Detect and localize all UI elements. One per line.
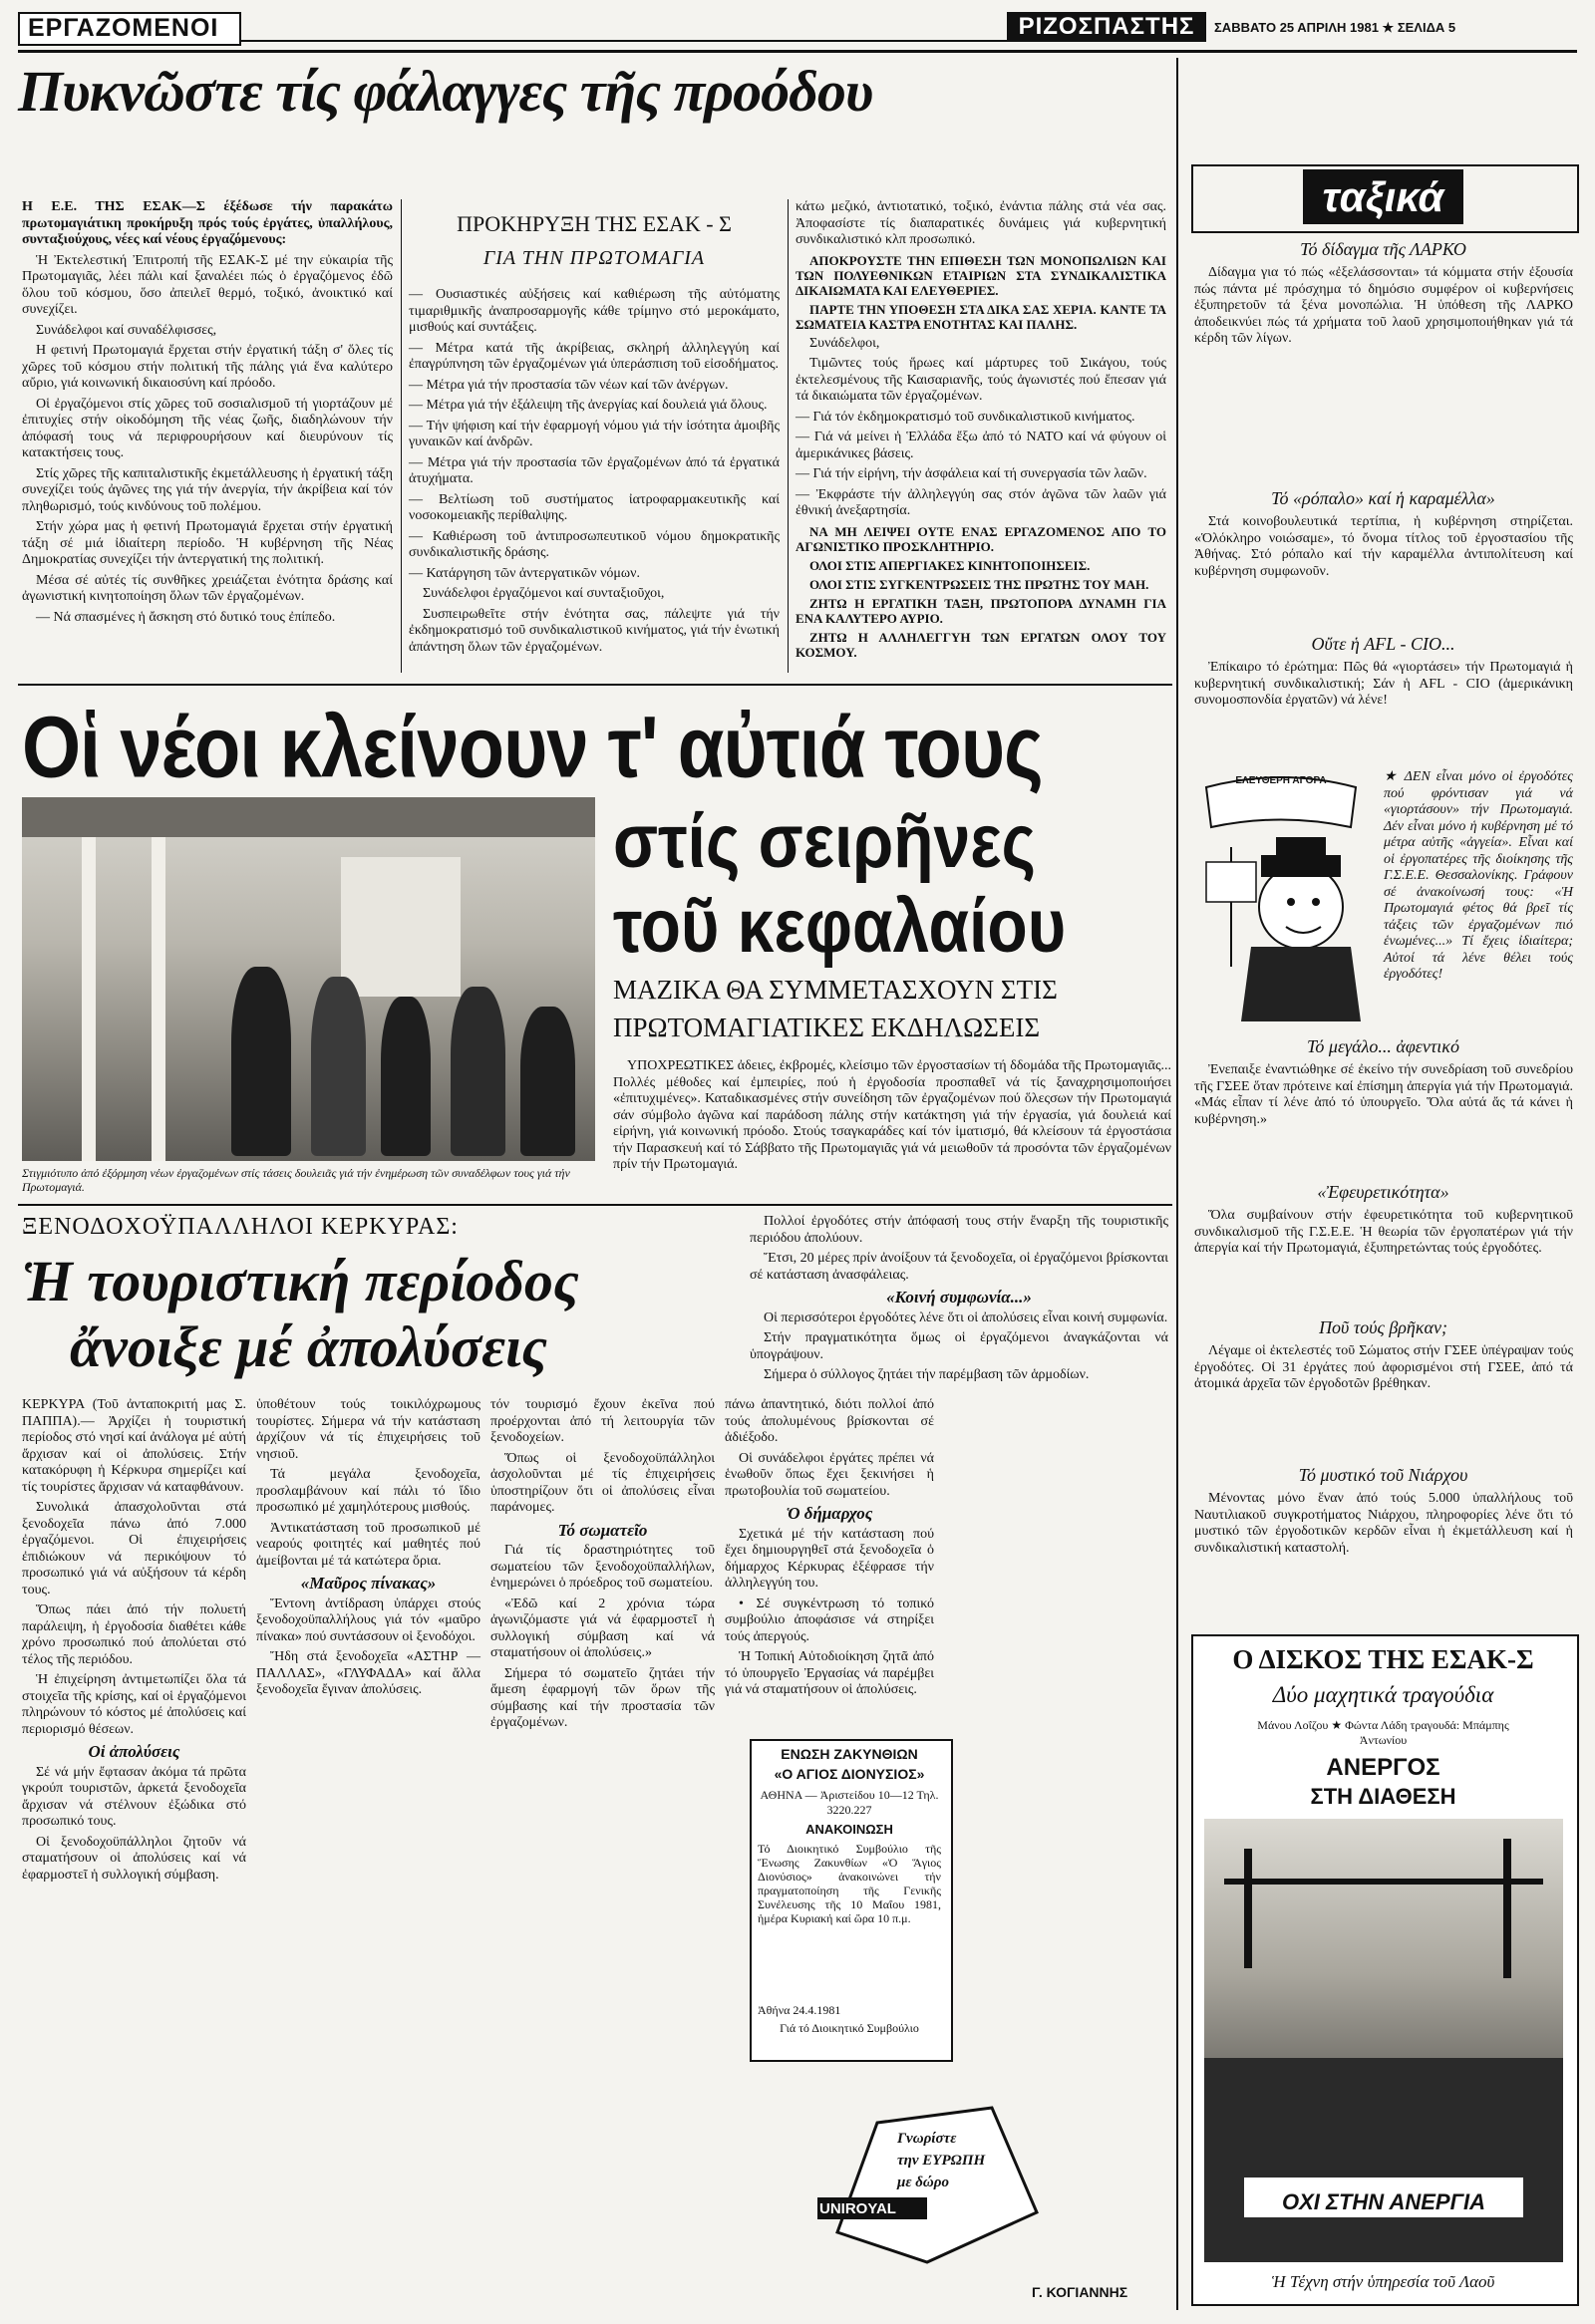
disc-song: ΑΝΕΡΓΟΣ (1326, 1754, 1440, 1781)
youth-subhead-1: ΜΑΖΙΚΑ ΘΑ ΣΥΜΜΕΤΑΣΧΟΥΝ ΣΤΙΣ (613, 975, 1058, 1005)
demand-item: — Βελτίωση τοῦ συστήματος ἰατροφαρμακευτικῆς καί νοσοκομειακῆς περίθαλψης. (409, 491, 780, 523)
corfu-paragraph: «Ἐδῶ καί 2 χρόνια τώρα ἀγωνιζόμαστε γιά νά ἐφαρμοστεῖ ἡ συλλογική σύμβαση καί νά σταματήσουν οἱ ἀπολύσεις.» (490, 1596, 715, 1660)
lead-paragraph: — Ἐκφράστε τήν ἀλληλεγγύη σας στόν ἀγῶνα τῶν λαῶν γιά ἐθνική ἀνεξαρτησία. (796, 486, 1166, 518)
found-title: Ποῦ τούς βρῆκαν; (1319, 1317, 1447, 1337)
demand-item: — Καθιέρωση τοῦ ἀντιπροσωπευτικοῦ νόμου δημοκρατικῆς συνδικαλιστικῆς δράσης. (409, 528, 780, 560)
youth-paragraph: ΥΠΟΧΡΕΩΤΙΚΕΣ ἀδειες, ἐκβρομές, κλείσιμο τῶν ἐργοστασίων τή δδομάδα τῆς Πρωτομαγιᾶς... Πολλές μέθοδες καί ἐμπειρίες, πού ἡ ἐργοδοσία προσπαθεῖ νά τίς ξαναχρησιμοποιήσει «ἐπιτυχιμένες». Καταδικασμένες στήν συνείδηση τῶν ἐργαζομένων πού ὅλεςσων τήν Πρωτομαγιά σάν σύμβολο ἀγῶνα καί παράδοση πάλης στήν κατάκτηση γιά τήν ἐργασία, γιά δουλειά καί εἰρήνη, γιά κοινωνική πρόοδο. Στούς τσαγκαράδες καί τόν ἱματισμό, θά κλείσουν τά ἐργοστάσια τήν Παρασκευή καί τό Σάββατο τῆς Πρωτομαγιᾶς γιά νά μειωθοῦν τά προσόντα τῶν ἐργαζομένων πρίν τήν Πρωτομαγιά. (613, 1058, 1171, 1172)
notice-body: Τό Διοικητικό Συμβούλιο τῆς Ἕνωσης Ζακυνθίων «Ὁ Ἅγιος Διονύσιος» ἀνακοινώνει τήν πραγματοποίηση τῆς Γενικῆς Συνέλευσης τῆς 10 Μαΐου 1981, ἡμέρα Κυριακή καί ὥρα 10 π.μ. (758, 1842, 941, 1925)
disc-subtitle: Δύο μαχητικά τραγούδια (1272, 1682, 1494, 1707)
lead-paragraph: — Γιά τήν εἰρήνη, τήν ἀσφάλεια καί τή συνεργασία τῶν λαῶν. (796, 466, 1147, 481)
demand-item: — Ουσιαστικές αὐξήσεις καί καθιέρωση τῆς αὐτόματης τιμαριθμικῆς ἀναπροσαρμογῆς κάθε τρίμηνο στό μεροκάματο, μισθούς καί συντάξεις. (409, 287, 780, 335)
corfu-kicker: ΞΕΝΟΔΟΧΟΫΠΑΛΛΗΛΟΙ ΚΕΡΚΥΡΑΣ: (22, 1214, 459, 1240)
lead-paragraph: Οἱ ἐργαζόμενοι στίς χῶρες τοῦ σοσιαλισμοῦ τή γιορτάζουν μέ ἐπιτυχίες στήν οἰκοδόμηση τῆς νέας ζωῆς, διαδηλώνουν τήν ἀπόφασή τους νά περιφρουρήσουν καί διευρύνουν τίς κατακτήσεις τους. (22, 396, 393, 460)
notice-title-2: «Ο ΑΓΙΟΣ ΔΙΟΝΥΣΙΟΣ» (774, 1766, 925, 1782)
demand-item: — Μέτρα γιά τήν προστασία τῶν ἐργαζομένων ἀπό τά ἐργατικά ἀτυχήματα. (409, 454, 780, 486)
corfu-paragraph: Τά μεγάλα ξενοδοχεῖα, προσλαμβάνουν καί πάλι τό ἴδιο προσωπικό μέ χαμηλότερους μισθούς. (256, 1467, 480, 1515)
corfu-column-2 (256, 1397, 480, 2304)
invent-paragraph: Ὅλα συμβαίνουν στήν ἐφευρετικότητα τοῦ κυβερνητικοῦ συνδικαλισμοῦ τῆς Γ.Σ.Ε.Ε. Ἡ θεωρία τῶν ἐργοπατέρων γιά τήν ἀπεργία καί τήν Πρωτομαγιά, ἐξυπηρετώντας τούς ἐργοδότες. (1194, 1208, 1573, 1256)
lead-paragraph: κάτω μεζικό, ἀντιοτατικό, τοξικό, ἐνάντια πάλης στά νέα σας. Ἀποφασίστε τίς διαπαρατικές δυνάμεις γιά κυβερνητική συνδικαλιστικό κλπ προσωπικό. (796, 199, 1166, 247)
demand-item: — Τήν ψήφιση καί τήν ἐφαρμογή νόμου γιά τήν ἰσότητα ἀμοιβῆς γυναικῶν καί ἀνδρῶν. (409, 418, 780, 449)
notice-kind: ΑΝΑΚΟΙΝΩΣΗ (805, 1822, 893, 1837)
proclamation-subtitle: ΓΙΑ ΤΗΝ ΠΡΩΤΟΜΑΓΙΑ (482, 247, 706, 269)
invent-body (1194, 1208, 1573, 1307)
photo-caption: Στιγμιότυπο ἀπό ἐξόρμηση νέων ἐργαζομένων στίς τάσεις δουλειᾶς γιά τήν ἐνημέρωση τῶν συναδέλφων τους γιά τήν Πρωτομαγιά. (22, 1166, 570, 1194)
corfu-column-1 (22, 1397, 246, 2304)
paper-name: ΡΙΖΟΣΠΑΣΤΗΣ (1007, 12, 1206, 42)
lead-headline: Πυκνῶστε τίς φάλαγγες τῆς προόδου (18, 59, 873, 124)
disc-credits: Μάνου Λοΐζου ★ Φώντα Λάδη τραγουδά: Μπάμπης Ἀντωνίου (1257, 1718, 1509, 1747)
afl-body (1194, 660, 1573, 759)
corfu-headline-1: Ἡ τουριστική περίοδος (22, 1249, 579, 1313)
lead-paragraph: Η φετινή Πρωτομαγιά ἔρχεται στήν ἐργατική τάξη σ' ὅλες τίς χῶρες τοῦ κόσμου στήν πολιτική τῆς πάλης γιά ἕνα καλύτερο αὔριο, γιά κοινωνική δικαιοσύνη καί πρόοδο. (22, 343, 393, 391)
invent-title: «Ἐφευρετικότητα» (1317, 1182, 1449, 1202)
corfu-column-5 (750, 1214, 1168, 1732)
slogan: ΑΠΟΚΡΟΥΣΤΕ ΤΗΝ ΕΠΙΘΕΣΗ ΤΩΝ ΜΟΝΟΠΩΛΙΩΝ ΚΑΙ ΤΩΝ ΠΟΛΥΕΘΝΙΚΩΝ ΕΤΑΙΡΙΩΝ ΣΤΑ ΣΥΝΔΙΚΑΛΙΣΤΙΚΑ ΔΙΚΑΙΩΜΑΤΑ ΚΑΙ ΕΛΕΥΘΕΡΙΕΣ. (796, 252, 1166, 298)
demand-item: — Κατάργηση τῶν ἀντεργατικῶν νόμων. (409, 565, 640, 581)
corfu-paragraph: ὑποθέτουν τούς τοικιλόχρωμους τουρίστες. Σήμερα νά τήν κατάσταση ἀρχίζουν νά τίς ἐπιχειρήσεις τοῦ νησιοῦ. (256, 1397, 480, 1462)
rope-title: Τό «ρόπαλο» καί ἡ καραμέλλα» (1271, 488, 1495, 508)
section-rule (18, 1204, 1172, 1206)
notice-date: Ἀθήνα 24.4.1981 (758, 2003, 841, 2017)
taxika-logo-text: ταξικά (1303, 169, 1464, 224)
corfu-paragraph: Στήν πραγματικότητα ὅμως οἱ ἐργαζόμενοι ἀναγκάζονται νά ὑπογράψουν. (750, 1330, 1168, 1362)
lead-paragraph: Τιμῶντες τούς ἥρωες καί μάρτυρες τοῦ Σικάγου, τούς ἐκτελεσμένους τῆς Καισαριανῆς, τούς ἀγωνιστές πού ἔπεσαν γιά τά δικαιώματα τῶν ἐργαζομένων. (796, 356, 1166, 404)
lead-paragraph: — Γιά τόν ἐκδημοκρατισμό τοῦ συνδικαλιστικοῦ κινήματος. (796, 409, 1135, 425)
uniroyal-line-3: με δώρο (897, 2175, 950, 2190)
corfu-paragraph: Σήμερα τό σωματεῖο ζητάει τήν ἄμεση ἐφαρμογή τῶν ὅρων τῆς σύμβασης καί τήν προστασία τῶν ἐργαζομένων. (490, 1665, 715, 1730)
corfu-paragraph: Ἡ Τοπική Αὐτοδιοίκηση ζητᾶ ἀπό τό ὑπουργεῖο Ἐργασίας νά παρέμβει γιά νά σταματήσουν οἱ ἀπολύσεις. (725, 1649, 934, 1697)
disc-availability: ΣΤΗ ΔΙΑΘΕΣΗ (1310, 1784, 1456, 1809)
uniroyal-line-1: Γνωρίστε (897, 2131, 957, 2147)
lead-paragraph: Συσπειρωθεῖτε στήν ἑνότητα σας, πάλεψτε γιά τήν ἐκδημοκρατισμό τοῦ συνδικαλιστικοῦ κινήματος, γιά τήν ἑνωτική ἀπάντηση ὅλων τῶν ἐργαζομένων. (409, 606, 780, 655)
corfu-paragraph: Ἡ ἐπιχείρηση ἀντιμετωπίζει ὅλα τά στοιχεῖα τῆς κρίσης, καί οἱ ἐργαζόμενοι πληρώνουν τό κόστος μέ ἀπολύσεις καί περιορισμό θέσεων. (22, 1672, 246, 1737)
found-body (1194, 1343, 1573, 1453)
masthead-bottom-rule (18, 50, 1577, 53)
youth-headline-1: Οἱ νέοι κλείνουν τ' αὐτιά τους (22, 699, 1043, 796)
corfu-subhead: Τό σωματεῖο (557, 1520, 648, 1540)
section-title: ΕΡΓΑΖΟΜΕΝΟΙ (28, 14, 219, 42)
lead-paragraph: Στήν χώρα μας ἡ φετινή Πρωτομαγιά ἔρχεται στήν ἐργατική τάξη σέ μιά ἰδιαίτερη περίοδο. Ἡ κυβέρνηση τῆς Νέας Δημοκρατίας συνεχίζει τήν ἀντεργατική της πολιτική. (22, 519, 393, 567)
big-boss-body (1194, 1062, 1573, 1172)
disc-caption: Ἡ Τέχνη στήν ὑπηρεσία τοῦ Λαοῦ (1271, 2272, 1495, 2291)
slogan: ΖΗΤΩ Η ΑΛΛΗΛΕΓΓΥΗ ΤΩΝ ΕΡΓΑΤΩΝ ΟΛΟΥ ΤΟΥ ΚΟΣΜΟΥ. (796, 629, 1166, 660)
corfu-paragraph: Ἤδη στά ξενοδοχεῖα «ΑΣΤΗΡ — ΠΑΛΛΑΣ», «ΓΛΥΦΑΔΑ» καί ἄλλα ξενοδοχεῖα ἔγιναν ἀπολύσεις. (256, 1649, 480, 1697)
corfu-paragraph: Συνολικά ἀπασχολοῦνται στά ξενοδοχεῖα πάνω ἀπό 7.000 ἐργαζόμενοι. Οἱ ἐπιχειρήσεις ἐπιδιώκουν νά περικόψουν τό προσωπικό γιά νά αὐξήσουν τά κέρδη τους. (22, 1500, 246, 1598)
issue-date: ΣΑΒΒΑΤΟ 25 ΑΠΡΙΛΗ 1981 ★ ΣΕΛΙΔΑ 5 (1214, 20, 1456, 35)
lead-paragraph: Συνάδελφοι, (809, 335, 880, 351)
niarchos-title: Τό μυστικό τοῦ Νιάρχου (1298, 1465, 1468, 1485)
slogan: ΟΛΟΙ ΣΤΙΣ ΑΠΕΡΓΙΑΚΕΣ ΚΙΝΗΤΟΠΟΙΗΣΕΙΣ. (809, 557, 1091, 573)
corfu-paragraph: Οἱ ξενοδοχοϋπάλληλοι ζητοῦν νά σταματήσουν οἱ ἀπολύσεις καί νά ἐφαρμοστεῖ ἡ συλλογική σύμβαση. (22, 1834, 246, 1883)
youth-subhead-2: ΠΡΩΤΟΜΑΓΙΑΤΙΚΕΣ ΕΚΔΗΛΩΣΕΙΣ (613, 1013, 1041, 1042)
cartoon-sign: ΕΛΕΥΘΕΡΗ ΑΓΟΡΑ (1235, 775, 1327, 786)
lead-paragraph: — Νά σπασμένες ἡ ἄσκηση στό δυτικό τους ἐπίπεδο. (36, 609, 336, 625)
column-rule (401, 199, 402, 673)
proclamation-title: ΠΡΟΚΗΡΥΞΗ ΤΗΣ ΕΣΑΚ - Σ (457, 211, 732, 236)
corfu-paragraph: ΚΕΡΚΥΡΑ (Τοῦ ἀνταποκριτή μας Σ. ΠΑΠΠΑ).— Ἀρχίζει ἡ τουριστική περίοδος στό νησί καί ἀνάλογα μέ αὐτή ἄρχισαν καί οἱ ἀπολύσεις. Στήν κατακόρυφη ἡ Κέρκυρα σημερίζει καί τίς τουρίστες ἄρχισαν νά καταφθάνουν. (22, 1397, 246, 1495)
afl-title: Οὔτε ἡ AFL - CIO... (1311, 634, 1455, 654)
lead-paragraph: Ἡ Ἐκτελεστική Ἐπιτροπή τῆς ΕΣΑΚ-Σ μέ την εὐκαιρία τῆς Πρωτομαγιᾶς, λέει πάλι καί ξαναλέει πώς ὁ ἐργαζόμενος ἐδῶ ὅλου τοῦ κόσμου, ὅσο ἀπειλεῖ θερμό, τοξικό, ἀνοικτικό καί συνεχίζει. (22, 252, 393, 317)
corfu-paragraph: Ἔτσι, 20 μέρες πρίν ἀνοίξουν τά ξενοδοχεῖα, οἱ ἐργαζόμενοι βρίσκονται σέ κατάσταση ἀνασφάλειας. (750, 1251, 1168, 1283)
larko-paragraph: Δίδαγμα για τό πώς «ἐξελάσσονται» τά κόμματα στήν ἐξουσία πώς πάντα μέ πρόσχημα τό δημόσιο συμφέρον οἱ κυβερνήσεις ἐξυπηρετοῦν τά ξένα μονοπώλια. Ἡ ὑπόθεση τῆς ΛΑΡΚΟ ἀποδεικνύει πώς τά χρήματα τοῦ λαοῦ χρησιμοποιήθηκαν γιά τά κέρδη τῶν λίγων. (1194, 265, 1573, 346)
corfu-subhead: «Κοινή συμφωνία...» (886, 1288, 1032, 1307)
rope-paragraph: Στά κοινοβουλευτικά τερτίπια, ἡ κυβέρνηση στηρίζεται. «Ὁλόκληρο νοιώσαμε», τό ὄνομα τίτλος τοῦ ἐργοστασίου τῆς Ἀθήνας. Στό ρόπαλο καί τήν καραμέλλα ἀντιπολίτευση καί κυβέρνηση συμφωνοῦν. (1194, 514, 1573, 579)
afl-paragraph: Ἐπίκαιρο τό ἐρώτημα: Πῶς θά «γιορτάσει» τήν Πρωτομαγιά ἡ κυβερνητική συνδικαλιστική; Σάν ἡ AFL - CIO (ἀμερικάνικη συνομοσπονδία ἐργατῶν) νά λένε! (1194, 660, 1573, 708)
cartoon (1191, 767, 1376, 1026)
taxika-logo (1196, 169, 1570, 224)
corfu-paragraph: Ἔντονη ἀντίδραση ὑπάρχει στούς ξενοδοχοϋπαλλήλους γιά τόν «μαῦρο πίνακα» πού συντάσσουν οἱ ξενοδόχοι. (256, 1596, 480, 1644)
corfu-subhead: «Μαῦρος πίνακας» (300, 1574, 437, 1593)
found-paragraph: Λέγαμε οἱ ἐκτελεστές τοῦ Σώματος στήν ΓΣΕΕ ὑπέγραψαν τούς ἐργοδότες. Οἱ 31 ἐργάτες πού ἀφορισμένοι στή ΓΣΕΕ, ἀπό τά ἀτομικά ἀρχεῖα τῶν ἐργοδοτῶν βρέθηκαν. (1194, 1343, 1573, 1391)
uniroyal-line-2: την ΕΥΡΩΠΗ (897, 2153, 986, 2169)
corfu-paragraph: Οἱ συνάδελφοι ἐργάτες πρέπει νά ἑνωθοῦν ὅπως ἔχει ξεκινήσει ἡ πρωτοβουλία τοῦ σωματείου. (725, 1450, 934, 1499)
larko-title: Τό δίδαγμα τῆς ΛΑΡΚΟ (1300, 239, 1466, 259)
corfu-paragraph: Ἀντικατάσταση τοῦ προσωπικοῦ μέ νεαρούς φοιτητές καί μαθητές πού ἀμείβονται μέ τά κατώτερα ὅρια. (256, 1520, 480, 1569)
notice-signature: Γιά τό Διοικητικό Συμβούλιο (780, 2021, 919, 2035)
lead-paragraph: Μέσα σέ αὐτές τίς συνθῆκες χρειάζεται ἑνότητα δράσης καί ἀγωνιστική κινητοποίηση ὅλων τῶν ἐργαζομένων. (22, 572, 393, 604)
lead-intro: Η Ε.Ε. ΤΗΣ ΕΣΑΚ—Σ έξέδωσε τήν παρακάτω πρωτομαγιάτικη προκήρυξη πρός τούς ἐργάτες, ὑπαλλήλους, συνταξιούχους, νέες καί νέους ἐργαζόμενους: (22, 199, 393, 247)
lead-paragraph: — Γιά νά μείνει ἡ Ἑλλάδα ἔξω ἀπό τό ΝΑΤΟ καί νά φύγουν οἱ ἀμερικάνικες βάσεις. (796, 430, 1166, 461)
corfu-paragraph: πάνω ἀπαντητικό, διότι πολλοί ἀπό τούς ἀπολυμένους βρίσκονται σέ ἀδιέξοδο. (725, 1397, 934, 1445)
youth-photo (22, 797, 595, 1161)
niarchos-body (1194, 1491, 1573, 1620)
slogan: ΟΛΟΙ ΣΤΙΣ ΣΥΓΚΕΝΤΡΩΣΕΙΣ ΤΗΣ ΠΡΩΤΗΣ ΤΟΥ ΜΑΗ. (809, 576, 1149, 592)
corfu-paragraph: Ὅπως πάει ἀπό τήν πολυετή παράλειψη, ἡ ἐργοδοσία διαθέτει κάθε χρόνο προσωπικό πού ἀπολύεται στό τέλος τῆς περιόδου. (22, 1602, 246, 1667)
corfu-paragraph: Οἱ περισσότεροι ἐργοδότες λένε ὅτι οἱ ἀπολύσεις εἶναι κοινή συμφωνία. (764, 1309, 1168, 1325)
masthead-rule (239, 40, 1017, 42)
youth-headline-2: στίς σειρῆνες (613, 798, 1036, 884)
section-rule (18, 684, 1172, 686)
corfu-paragraph: Σέ νά μήν ἔφτασαν ἀκόμα τά πρῶτα γκρούπ τουριστῶν, ἀρκετά ξενοδοχεῖα ἄρχισαν νά στέλνουν ἐξώδικα στό προσωπικό τους. (22, 1764, 246, 1829)
corfu-paragraph: Γιά τίς δραστηριότητες τοῦ σωματείου τῶν ξενοδοχοϋπαλλήλων, ἐνημερώνει ὁ πρόεδρος τοῦ σωματείου. (490, 1543, 715, 1591)
corfu-subhead: Ὁ δήμαρχος (786, 1504, 873, 1523)
lead-column-2 (409, 287, 780, 676)
notice-title-1: ΕΝΩΣΗ ΖΑΚΥΝΘΙΩΝ (781, 1746, 918, 1762)
corfu-paragraph: Σχετικά μέ τήν κατάσταση πού ἔχει δημιουργηθεῖ στά ξενοδοχεῖα ὁ δήμαρχος Κέρκυρας ἐξέφρασε τήν ἀλληλεγγύη του. (725, 1526, 934, 1591)
lead-paragraph: Συνάδελφοι καί συναδέλφισσες, (36, 322, 217, 338)
big-boss-paragraph: Ἐνεπαιξε ἐναντιώθηκε σέ ἐκείνο τήν συνεδρίαση τοῦ συνεδρίου τῆς ΓΣΕΕ ὅταν πρότεινε καί ἐπίσημη ἀπεργία γιά τήν Πρωτομαγιά. «Μάς εἶπαν τί λένε ἀπό τό ὑπουργεῖο. Ὅλα αὐτά ἄς τά κάνει ἡ κυβέρνηση.» (1194, 1062, 1573, 1127)
corfu-paragraph: Σήμερα ὁ σύλλογος ζητάει τήν παρέμβαση τῶν ἁρμοδίων. (764, 1367, 1090, 1382)
disc-banner: ΟΧΙ ΣΤΗΝ ΑΝΕΡΓΙΑ (1281, 2189, 1486, 2214)
corfu-paragraph: Ὅπως οἱ ξενοδοχοϋπάλληλοι ἀσχολοῦνται μέ τίς ἐπιχειρήσεις ὑποστηρίζουν ὅτι οἱ ἀπολύσεις εἶναι παράνομες. (490, 1450, 715, 1515)
corfu-column-3 (490, 1397, 715, 2304)
lead-paragraph: Στίς χῶρες τῆς καπιταλιστικῆς ἐκμετάλλευσης ἡ ἐργατική τάξη συνεχίζει τούς ἀγῶνες της γιά τήν ἀνεργία, τήν ἀκρίβεια καί τόν πληθωρισμό, τούς κινδύνους τοῦ πολέμου. (22, 465, 393, 514)
lead-column-3 (796, 199, 1166, 676)
demand-item: — Μέτρα γιά τήν ἐξάλειψη τῆς ἀνεργίας καί δουλειά γιά ὅλους. (409, 398, 768, 413)
corfu-paragraph: τόν τουρισμό ἔχουν ἐκεῖνα πού προέρχονται ἀπό τή λειτουργία τῶν ξενοδοχείων. (490, 1397, 715, 1445)
cartoon-paragraph: ★ ΔΕΝ εἶναι μόνο οἱ ἐργοδότες πού φρόντισαν γιά νά «γιορτάσουν» τήν Πρωτομαγιά. Δέν εἶναι μόνο ἡ κυβέρνηση μέ τό μέτρα αὐτῆς «ἀγγεία». Εἶναι καί οἱ ἐργοπατέρες τῆς διοίκησης τῆς Γ.Σ.Ε.Ε. Θεσσαλονίκης. Γράφουν σέ ἀνακοίνωσή τους: «Ἡ Πρωτομαγιά φέτος θά βρεῖ τίς τάξεις τῶν ἐργαζομένων πιό ἑνωμένες...» Τί ἔχεις ἰδιαίτερα; Αὐτοί τά λένε θέλει τούς ἐργοδότες! (1384, 769, 1573, 982)
corfu-paragraph: Πολλοί ἐργοδότες στήν ἀπόφασή τους στήν ἔναρξη τῆς τουριστικῆς περιόδου ἀπολύουν. (750, 1214, 1168, 1246)
lead-paragraph: Συνάδελφοι ἐργαζόμενοι καί συνταξιοῦχοι, (423, 586, 665, 601)
cartoon-drawing (1191, 767, 1376, 1026)
disc-title: Ο ΔΙΣΚΟΣ ΤΗΣ ΕΣΑΚ-Σ (1232, 1644, 1534, 1674)
article-signature: Γ. ΚΟΓΙΑΝΝΗΣ (1032, 2284, 1128, 2300)
rope-body (1194, 514, 1573, 624)
sidebar-rule (1176, 58, 1178, 2310)
big-boss-title: Τό μεγάλο... ἀφεντικό (1307, 1036, 1459, 1056)
slogan: ΠΑΡΤΕ ΤΗΝ ΥΠΟΘΕΣΗ ΣΤΑ ΔΙΚΑ ΣΑΣ ΧΕΡΙΑ. ΚΑΝΤΕ ΤΑ ΣΩΜΑΤΕΙΑ ΚΑΣΤΡΑ ΕΝΟΤΗΤΑΣ ΚΑΙ ΠΑΛΗΣ. (796, 301, 1166, 332)
youth-headline-3: τοῦ κεφαλαίου (613, 883, 1067, 969)
demand-item: — Μέτρα γιά τήν προστασία τῶν νέων καί τῶν ἀνέργων. (409, 377, 729, 393)
niarchos-paragraph: Μένοντας μόνο ἕναν ἀπό τούς 5.000 ὑπαλλήλους τοῦ Ναυτιλιακοῦ συγκροτήματος Νιάρχου, πληροφορίες λένε ὅτι τό μυστικό τῶν ἐργοδοτικῶν κερδῶν εἶναι ἡ ἐκμετάλλευση καί ἡ συνδικαλιστική καταστολή. (1194, 1491, 1573, 1556)
notice-address: ΑΘΗΝΑ — Ἀριστείδου 10—12 Τηλ. 3220.227 (760, 1788, 939, 1817)
slogan: ΖΗΤΩ Η ΕΡΓΑΤΙΚΗ ΤΑΞΗ, ΠΡΩΤΟΠΟΡΑ ΔΥΝΑΜΗ ΓΙΑ ΕΝΑ ΚΑΛΥΤΕΡΟ ΑΥΡΙΟ. (796, 595, 1166, 626)
youth-body (613, 1058, 1171, 1193)
demand-item: — Μέτρα κατά τῆς ἀκρίβειας, σκληρή ἀλληλεγγύη καί ἐπαγρύπνηση τῶν ἐργαζομένων γιά ὑπεράσπιση τοῦ εἰσοδήματος. (409, 340, 780, 372)
column-rule (788, 199, 789, 673)
cartoon-text (1384, 769, 1573, 1030)
corfu-headline-2: ἄνοιξε μέ ἀπολύσεις (70, 1314, 548, 1379)
uniroyal-brand: UNIROYAL (819, 2200, 896, 2217)
larko-body (1194, 265, 1573, 474)
corfu-subhead: Οἱ ἀπολύσεις (88, 1742, 180, 1761)
corfu-paragraph: • Σέ συγκέντρωση τό τοπικό συμβούλιο ἀποφάσισε νά στηρίξει τούς ἀπεργούς. (725, 1596, 934, 1644)
slogan: ΝΑ ΜΗ ΛΕΙΨΕΙ ΟΥΤΕ ΕΝΑΣ ΕΡΓΑΖΟΜΕΝΟΣ ΑΠΟ ΤΟ ΑΓΩΝΙΣΤΙΚΟ ΠΡΟΣΚΛΗΤΗΡΙΟ. (796, 523, 1166, 554)
